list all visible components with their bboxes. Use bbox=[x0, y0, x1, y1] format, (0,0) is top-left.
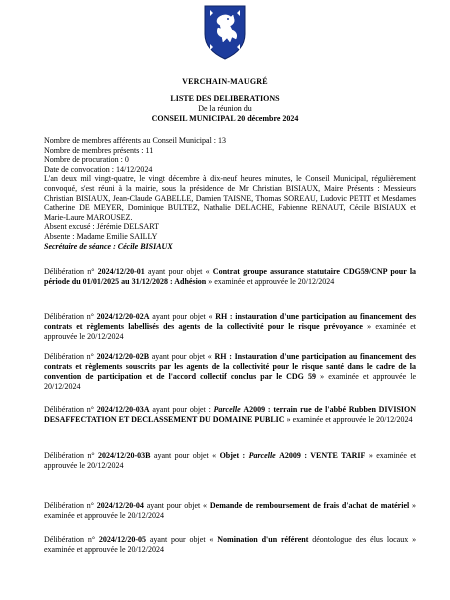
deliberation-01 bbox=[44, 267, 416, 287]
delib-subject: A2009 : terrain rue de l'abbé Rubben DIVISION DESAFFECTATION ET DECLASSEMENT DU DOMAINE PUBLIC bbox=[44, 405, 416, 424]
members-count: Nombre de membres afférents au Conseil Municipal : 13 bbox=[44, 136, 227, 145]
delib-prefix: Délibération n° bbox=[44, 312, 94, 321]
delib-object-label: ayant pour objet « bbox=[146, 501, 208, 510]
delib-prefix: Délibération n° bbox=[44, 501, 94, 510]
session-paragraph: L'an deux mil vingt-quatre, le vingt décembre à dix-neuf heures minutes, le Conseil Municipal, régulièrement convoqué, s'est réuni à la mairie, sous la présidence de Mr Christian BISIAUX, Maire Présents : Messieurs Christian BISIAUX, Jean-Claude GABELLE, Damien TAISNE, Thomas SOREAU, Ludovic PETIT et Mesdames Catherine DE MEYER, Dominique BULTEZ, Nathalie DELACHE, Fabienne RENAUT, Cécile BISIAUX et Marie-Laure MAROUSEZ. bbox=[44, 174, 416, 222]
delib-subject: A2009 : VENTE TARIF bbox=[279, 451, 366, 460]
delib-parcel: Parcelle bbox=[248, 451, 276, 460]
delib-status: » examinée et approuvée le 20/12/2024 bbox=[208, 277, 335, 286]
delib-number: 2024/12/20-01 bbox=[97, 267, 145, 276]
document-subtitle: De la réunion du bbox=[198, 104, 252, 113]
delib-parcel: Parcelle bbox=[213, 405, 241, 414]
meeting-title: CONSEIL MUNICIPAL 20 décembre 2024 bbox=[151, 114, 299, 123]
delib-prefix: Délibération n° bbox=[44, 405, 94, 414]
delib-status: » examinée et approuvée le 20/12/2024 bbox=[44, 372, 417, 391]
delib-object-label: ayant pour objet « bbox=[153, 451, 217, 460]
delib-object-label: ayant pour objet « bbox=[151, 352, 212, 361]
excused-member: Absent excusé : Jérémie DELSART bbox=[44, 222, 160, 232]
delib-objet-label: Objet : bbox=[219, 451, 246, 460]
commune-name: VERCHAIN-MAUGRÉ bbox=[182, 77, 268, 86]
delib-number: 2024/12/20-02B bbox=[96, 352, 150, 361]
delib-subject: RH : instauration d'une participation au financement des contrats et règlements labellisés des agents de la collectivité pour le risque prévoyance bbox=[44, 312, 417, 331]
delib-prefix: Délibération n° bbox=[44, 451, 95, 460]
delib-object-label: ayant pour objet : bbox=[152, 405, 211, 414]
title-block bbox=[0, 94, 450, 124]
delib-number: 2024/12/20-03A bbox=[96, 405, 150, 414]
session-secretary: Secrétaire de séance : Cécile BISIAUX bbox=[44, 241, 173, 251]
delib-subject: Contrat groupe assurance statutaire CDG59/CNP pour la période du 01/01/2025 au 31/12/2028 : Adhésion bbox=[44, 267, 417, 286]
delib-number: 2024/12/20-03B bbox=[98, 451, 151, 460]
deliberation-02b bbox=[44, 352, 416, 392]
delib-object-label: ayant pour objet « bbox=[149, 535, 214, 544]
delib-number: 2024/12/20-02A bbox=[96, 312, 150, 321]
deliberation-03a bbox=[44, 405, 416, 425]
coat-of-arms-icon bbox=[202, 4, 248, 60]
delib-prefix: Délibération n° bbox=[44, 267, 95, 276]
delib-number: 2024/12/20-04 bbox=[96, 501, 144, 510]
absent-member: Absente : Madame Emilie SAILLY bbox=[44, 231, 158, 241]
delib-subject: RH : Instauration d'une participation au financement des contrats et règlements souscrits par les agents de la collectivité pour le risque santé dans le cadre de la convention de participation et de l'accord collectif conclus par le CDG 59 bbox=[44, 352, 417, 381]
deliberation-05 bbox=[44, 535, 416, 555]
delib-object-label: ayant pour objet « bbox=[152, 312, 213, 321]
deliberation-03b bbox=[44, 451, 416, 471]
document-title: LISTE DES DELIBERATIONS bbox=[170, 94, 280, 103]
delib-subject-rest: déontologue des élus locaux bbox=[312, 535, 409, 544]
deliberation-04 bbox=[44, 501, 416, 521]
delib-status: » examinée et approuvée le 20/12/2024 bbox=[286, 415, 413, 424]
delib-status: » examinée et approuvée le 20/12/2024 bbox=[44, 501, 417, 520]
delib-status: » examinée et approuvée le 20/12/2024 bbox=[44, 535, 417, 554]
delib-prefix: Délibération n° bbox=[44, 352, 94, 361]
delib-status: » examinée et approuvée le 20/12/2024 bbox=[44, 322, 417, 341]
delib-prefix: Délibération n° bbox=[44, 535, 96, 544]
meeting-info bbox=[44, 136, 416, 251]
convocation-date: Date de convocation : 14/12/2024 bbox=[44, 164, 153, 174]
delib-status: » examinée et approuvée le 20/12/2024 bbox=[44, 451, 417, 470]
present-count: Nombre de membres présents : 11 bbox=[44, 145, 154, 155]
proxy-count: Nombre de procuration : 0 bbox=[44, 155, 129, 165]
deliberation-02a bbox=[44, 312, 416, 342]
delib-number: 2024/12/20-05 bbox=[98, 535, 147, 544]
delib-object-label: ayant pour objet « bbox=[147, 267, 210, 276]
delib-subject: Nomination d'un référent bbox=[217, 535, 309, 544]
delib-subject: Demande de remboursement de frais d'achat de matériel bbox=[209, 501, 410, 510]
